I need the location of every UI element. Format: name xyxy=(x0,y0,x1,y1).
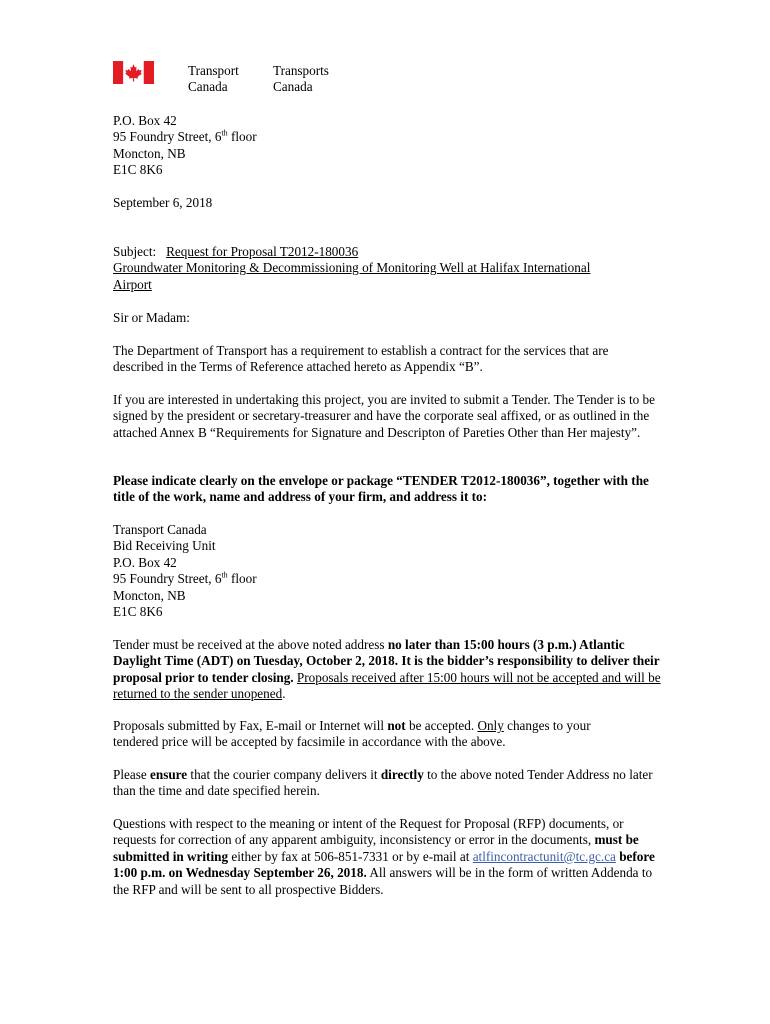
address-line: E1C 8K6 xyxy=(113,162,163,178)
paragraph-courier: Please ensure that the courier company delivers it directly to the above noted Tender Address no later than the time and date specified herein. xyxy=(113,767,653,799)
address-line: E1C 8K6 xyxy=(113,604,163,620)
address-line: P.O. Box 42 xyxy=(113,113,177,128)
address-line: 95 Foundry Street, 6th floor xyxy=(113,129,257,145)
recipient-address xyxy=(113,522,673,620)
address-line: Transport Canada xyxy=(113,522,207,537)
paragraph-deadline: Tender must be received at the above noted address no later than 15:00 hours (3 p.m.) Atlantic Daylight Time (ADT) on Tuesday, October 2, 2018. It is the bidder’s responsibility to deliver their proposal prior to tender closing. Proposals received after 15:00 hours will not be accepted and will be returned to the sender unopened. xyxy=(113,637,661,702)
dept-en-line1: Transport xyxy=(188,63,239,78)
subject-line xyxy=(113,244,673,260)
paragraph-invitation: If you are interested in undertaking this project, you are invited to submit a Tender. The Tender is to be signed by the president or secretary-treasurer and have the corporate seal affixed, or as outlined in the attached Annex B “Requirements for Signature and Descripton of Pareties Other than Her majesty”. xyxy=(113,392,655,440)
dept-en-line2: Canada xyxy=(188,79,228,95)
address-line: Moncton, NB xyxy=(113,587,186,603)
subject-line: Airport xyxy=(113,276,152,292)
address-line: P.O. Box 42 xyxy=(113,554,177,570)
sender-address xyxy=(113,113,673,179)
paragraph-questions: Questions with respect to the meaning or intent of the Request for Proposal (RFP) documents, or requests for correction of any apparent ambiguity, inconsistency or error in the documents, must be submitted in writing either by fax at 506-851-7331 or by e-mail at atlfincontractunit@tc.gc.ca before 1:00 p.m. on Wednesday September 26, 2018. All answers will be in the form of written Addenda to the RFP and will be sent to all prospective Bidders. xyxy=(113,816,655,897)
subject-block xyxy=(113,244,673,293)
salutation: Sir or Madam: xyxy=(113,310,190,325)
paragraph-envelope-instructions: Please indicate clearly on the envelope or package “TENDER T2012-180036”, together with the title of the work, name and address of your firm, and address it to: xyxy=(113,473,649,505)
contract-email-link[interactable]: atlfincontractunit@tc.gc.ca xyxy=(472,848,616,864)
canada-flag-icon xyxy=(113,61,154,84)
dept-fr-line1: Transports xyxy=(273,63,329,78)
department-name-french xyxy=(273,63,329,96)
department-name-english xyxy=(188,63,239,96)
letter-date: September 6, 2018 xyxy=(113,195,213,210)
dept-fr-line2: Canada xyxy=(273,79,313,95)
subject-line: Groundwater Monitoring & Decommissioning of Monitoring Well at Halifax International xyxy=(113,260,591,276)
paragraph-submission-methods: Proposals submitted by Fax, E-mail or Internet will not be accepted. Only changes to your tendered price will be accepted by facsimile in accordance with the above. xyxy=(113,718,591,750)
address-line: Bid Receiving Unit xyxy=(113,538,216,554)
subject-prefix: Subject: xyxy=(113,244,157,259)
address-line: 95 Foundry Street, 6th floor xyxy=(113,570,257,587)
address-line: Moncton, NB xyxy=(113,145,186,161)
subject-title: Request for Proposal T2012-180036 xyxy=(166,244,359,259)
paragraph-requirement: The Department of Transport has a requirement to establish a contract for the services that are described in the Terms of Reference attached hereto as Appendix “B”. xyxy=(113,343,609,375)
